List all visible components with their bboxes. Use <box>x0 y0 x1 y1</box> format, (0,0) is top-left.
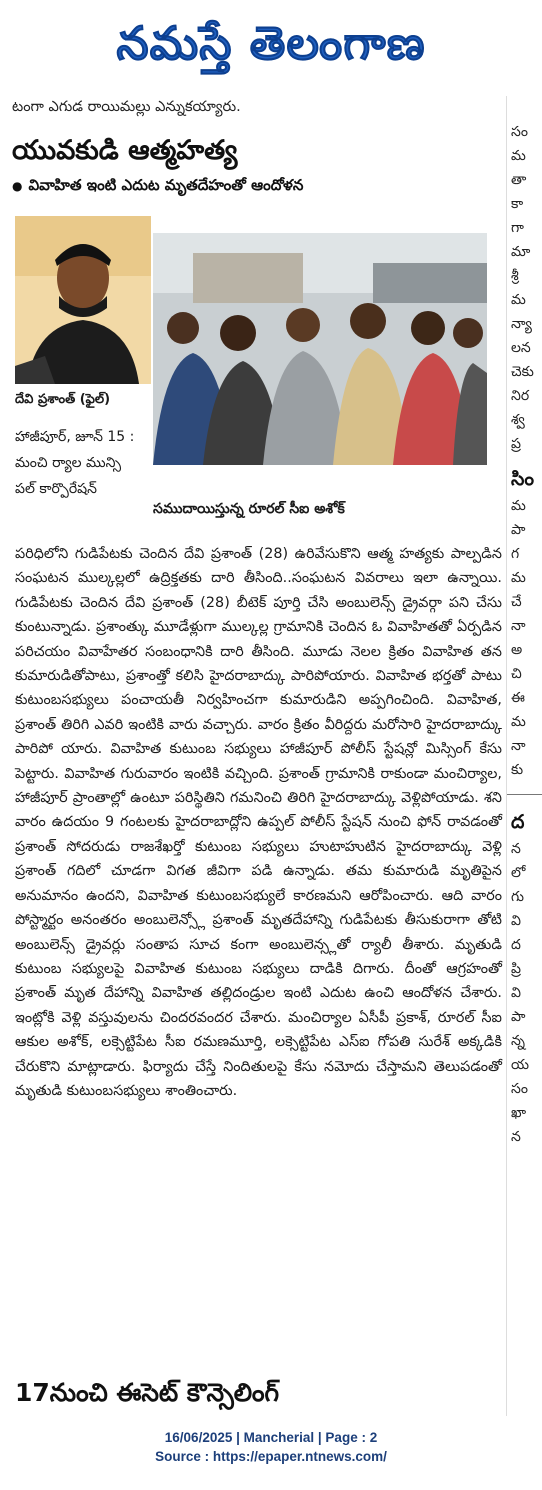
adjacent-line: కు <box>511 762 524 778</box>
adjacent-line: నా <box>511 738 526 754</box>
crowd-image <box>153 233 487 465</box>
page-footer <box>0 1428 542 1466</box>
bullet-icon: ● <box>12 179 23 193</box>
adjacent-line: కా <box>511 196 524 212</box>
adjacent-line: మ <box>511 148 526 164</box>
subhead-text: వివాహిత ఇంటి ఎదుట మృతదేహంతో ఆందోళన <box>28 176 304 194</box>
adjacent-line: లో <box>511 865 526 881</box>
adjacent-block-b <box>507 494 542 782</box>
adjacent-line: మా <box>511 244 531 260</box>
adjacent-line: మ <box>511 570 526 586</box>
adjacent-line: నిర <box>511 388 530 404</box>
article-subhead <box>12 174 499 197</box>
adjacent-line: గ <box>511 546 520 562</box>
adjacent-block-c <box>507 837 542 1149</box>
adjacent-line: ప్రి <box>511 961 521 977</box>
adjacent-line: శ్రీ <box>511 268 519 284</box>
article-headline: యువకుడి ఆత్మహత్య <box>12 135 238 166</box>
scene-caption: సముదాయిస్తున్న రూరల్ సీఐ అశోక్ <box>153 501 345 517</box>
adjacent-line: చే <box>511 594 522 610</box>
column-divider <box>507 794 542 795</box>
adjacent-line: శ్వ <box>511 412 525 428</box>
adjacent-line: లన <box>511 340 531 356</box>
adjacent-block-a <box>507 96 542 456</box>
adjacent-line: సం <box>511 1081 528 1097</box>
adjacent-line: మ <box>511 498 526 514</box>
dateline: హాజీపూర్, జూన్ 15 : మంచి ర్యాల మున్సి పల్ కార్పొరేషన్ <box>15 429 135 497</box>
adjacent-line: య <box>511 1057 530 1073</box>
footer-date-line: 16/06/2025 | Mancherial | Page : 2 <box>164 1430 378 1445</box>
adjacent-column <box>506 96 542 1416</box>
adjacent-head-c: ద <box>511 811 525 833</box>
adjacent-line: న <box>511 841 521 857</box>
masthead <box>0 0 542 86</box>
adjacent-line: ఖా <box>511 1105 527 1121</box>
adjacent-line: నా <box>511 618 526 634</box>
adjacent-line <box>507 96 542 120</box>
adjacent-line: న్యా <box>511 316 532 332</box>
portrait-photo <box>15 216 151 384</box>
adjacent-line: చి <box>511 666 522 682</box>
adjacent-line: చెకు <box>511 364 534 380</box>
adjacent-line: తా <box>511 172 527 188</box>
scene-photo <box>153 233 487 465</box>
article-column <box>12 96 502 1407</box>
adjacent-line: ప్ర <box>511 436 521 452</box>
next-article-headline: 17నుంచి ఈసెట్ కౌన్సెలింగ్ <box>15 1378 280 1407</box>
article-body: పరిధిలోని గుడిపేటకు చెందిన దేవి ప్రశాంత్ (28) ఉరివేసుకొని ఆత్మ హత్యకు పాల్పడిన సంఘటన ముల్కల్లలో ఉద్రిక్తతకు దారి తీసింది..సంఘటన వివరాలు ఇలా ఉన్నాయి. గుడిపేటకు చెందిన దేవి ప్రశాంత్ (28) బీటెక్ పూర్తి చేసి అంబులెన్స్ డ్రైవర్గా పని చేసు కుంటున్నాడు. ప్రశాంత్కు మూడేళ్లుగా ముల్కల్ల గ్రామానికి చెందిన ఓ వివాహితతో ఏర్పడిన పరిచయం వివాహేతర సంబంధానికి దారి తీసింది. మూడు నెలల క్రితం వివాహిత తన కుమారుడితోపాటు, ప్రశాంత్తో కలిసి హైదరాబాద్కు పారిపోయారు. వివాహిత భర్తతో పాటు కుటుంబసభ్యులు పంచాయతీ నిర్వహించగా కుమారుడిని అప్పగించింది. వివాహిత, ప్రశాంత్ తిరిగి ఎవరి ఇంటికి వారు వచ్చారు. వారం క్రితం వీరిద్దరు మరోసారి హైదరాబాద్కు పారిపో యారు. వివాహిత కుటుంబ సభ్యులు హాజీపూర్ పోలీస్ స్టేషన్లో మిస్సింగ్ కేసు పెట్టారు. వివాహిత గురువారం ఇంటికి వచ్చింది. ప్రశాంత్ గ్రామానికి రాకుండా మంచిర్యాల, హాజీపూర్ ప్రాంతాల్లో ఉంటూ పరిస్థితిని గమనించి తిరిగి హైదరాబాద్కు వెళ్లిపోయాడు. శని వారం ఉదయం 9 గంటలకు హైదరాబాద్లోని ఉప్పల్ పోలీస్ స్టేషన్ నుంచి ఫోన్ రావడంతో ప్రశాంత్ సోదరుడు రాజశేఖర్తో కుటుంబ సభ్యులు హుటాహుటిన హైదరాబాద్కు వెళ్లి ప్రశాంత్ గదిలో చూడగా విగత జీవిగా పడి ఉన్నాడు. తమ కుమారుడి మృతిపైన అనుమానం ఉందని, వివాహిత కుటుంబసభ్యులే కారణమని ఆరోపించారు. ఆది వారం పోస్ట్మార్టం అనంతరం అంబులెన్స్లో ప్రశాంత్ మృతదేహాన్ని గుడిపేటకు తీసుకురాగా తోటి అంబులెన్స్ డ్రైవర్లు సంతాప సూచ కంగా అంబులెన్స్లతో ర్యాలీ తీశారు. మృతుడి కుటుంబ సభ్యులపై వివాహిత కుటుంబ సభ్యులు దాడికి దిగారు. దీంతో ఆగ్రహంతో ప్రశాంత్ మృత దేహాన్ని వివాహిత తల్లిదండ్రుల ఇంటి ఎదుట ఉంచి ఆందోళన చేశారు. ఇంట్లోకి వెళ్లి వస్తువులను చిందరవందర చేశారు. మంచిర్యాల ఏసీపీ ప్రకాశ్, రూరల్ సీఐ ఆకుల అశోక్, లక్సెట్టిపేట సీఐ రమణమూర్తి, లక్సెట్టిపేట ఎస్ఐ గోపతి సురేశ్ అక్కడికి చేరుకొని మాట్లాడారు. ఫిర్యాదు చేస్తే నిందితులపై కేసు నమోదు చేస్తామని తెలుపడంతో మృతుడి కుటుంబసభ్యులు శాంతించారు. <box>15 546 502 1099</box>
adjacent-line: వి <box>511 985 521 1001</box>
adjacent-line: ద <box>511 937 521 953</box>
previous-article-tail: టంగా ఎగుడ రాయిమల్లు ఎన్నుకయ్యారు. <box>12 99 241 115</box>
adjacent-line: మ <box>511 292 526 308</box>
adjacent-line: వి <box>511 913 521 929</box>
adjacent-line: పా <box>511 522 526 538</box>
adjacent-line: మ <box>511 714 526 730</box>
portrait-image <box>15 216 151 384</box>
newspaper-title: నమస్తే తెలంగాణ <box>116 16 426 70</box>
adjacent-head-b: సిం <box>511 468 534 490</box>
adjacent-line: సం <box>511 124 528 140</box>
adjacent-line: గా <box>511 220 524 236</box>
adjacent-line: గు <box>511 889 525 905</box>
adjacent-line: పా <box>511 1009 526 1025</box>
portrait-caption: దేవి ప్రశాంత్ (ఫైల్) <box>15 392 111 407</box>
adjacent-line: న్న <box>511 1033 525 1049</box>
footer-source-line: Source : https://epaper.ntnews.com/ <box>155 1449 387 1464</box>
adjacent-line: న <box>511 1129 521 1145</box>
adjacent-line: ఈ <box>511 690 525 706</box>
adjacent-line: అ <box>511 642 523 658</box>
